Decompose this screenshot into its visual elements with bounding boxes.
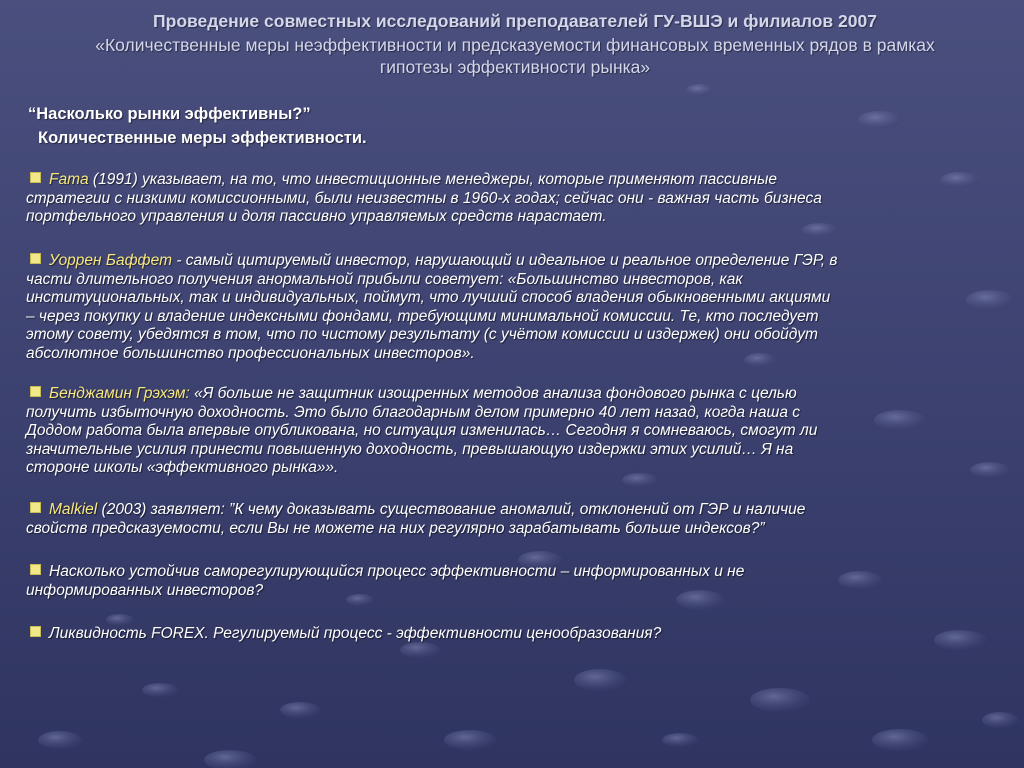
bullet-item-stability: [26, 563, 994, 600]
section-heading-line1: “Насколько рынки эффективны?”: [28, 105, 311, 123]
bullet-item-graham: [26, 385, 994, 478]
bullet-line: стороне школы «эффективного рынка»».: [26, 459, 339, 476]
bullet-line: – через покупку и владение индексными фондами, требующими минимальной комиссии. Те, кто последует: [26, 307, 819, 325]
bullet-square-icon: [30, 626, 41, 637]
bullet-line: [26, 501, 994, 520]
slide-subtitle-line2: гипотезы эффективности рынка»: [379, 57, 651, 77]
bullet-item-malkiel: [26, 501, 994, 538]
bullet-square-icon: [30, 172, 41, 183]
slide-subtitle-line1: «Количественные меры неэффективности и предсказуемости финансовых временных рядов в рамках: [95, 35, 935, 55]
bullet-line: институциональных, так и индивидуальных, поймут, что лучший способ владения обыкновенными акциями: [26, 289, 831, 306]
bullet-line: [26, 171, 994, 190]
bullet-text: (1991) указывает, на то, что инвестиционные менеджеры, которые применяют пассивные: [88, 171, 777, 188]
bullet-square-icon: [30, 564, 41, 575]
bullet-text: - самый цитируемый инвестор, нарушающий и идеальное и реальное определение ГЭР, в: [172, 252, 838, 269]
bullet-item-buffett: [26, 252, 994, 363]
slide-title: Проведение совместных исследований преподавателей ГУ-ВШЭ и филиалов 2007: [153, 11, 877, 31]
bullet-line: Доддом работа была впервые опубликована, но ситуация изменилась… Сегодня я сомневаюсь, смогут ли: [26, 422, 818, 439]
bullet-square-icon: [30, 386, 41, 397]
bullet-item-forex: [26, 625, 994, 644]
bullet-square-icon: [30, 502, 41, 513]
bullet-highlight: Бенджамин Грэхэм:: [49, 385, 190, 402]
bullet-text: (2003) заявляет: ”К чему доказывать существование аномалий, отклонений от ГЭР и наличие: [97, 501, 806, 518]
bullet-line: информированных инвесторов?: [26, 581, 264, 599]
bullet-line: свойств предсказуемости, если Вы не можете на них регулярно зарабатывать больше индексов?”: [26, 519, 765, 537]
bullet-line: получить избыточную доходность. Это было благодарным делом примерно 40 лет назад, когда наша с: [26, 403, 800, 421]
bullet-line: [26, 252, 994, 271]
bullet-line: [26, 563, 994, 582]
section-heading: [28, 102, 928, 150]
bullet-line: части длительного получения анормальной прибыли советует: «Большинство инвесторов, как: [26, 270, 743, 288]
bullet-line: портфельного управления и доля пассивно управляемых средств нарастает.: [26, 208, 607, 225]
bullet-line: абсолютное большинство профессиональных инвесторов».: [26, 344, 475, 362]
bullet-line: [26, 385, 994, 404]
bullet-item-fama: [26, 171, 994, 227]
section-heading-line2: Количественные меры эффективности.: [38, 129, 367, 147]
bullet-square-icon: [30, 253, 41, 264]
bullet-line: этому совету, убедятся в том, что по чистому результату (с учётом комиссии и издержек) они обойдут: [26, 326, 818, 343]
bullet-text: «Я больше не защитник изощренных методов анализа фондового рынка с целью: [189, 385, 797, 402]
bullet-text: Насколько устойчив саморегулирующийся процесс эффективности – информированных и не: [49, 563, 745, 580]
bullet-highlight: Malkiel: [49, 501, 98, 518]
bullet-highlight: Уоррен Баффет: [49, 252, 173, 269]
bullet-text: Ликвидность FOREX. Регулируемый процесс - эффективности ценообразования?: [49, 625, 662, 642]
bullet-line: [26, 625, 994, 644]
slide-header: [30, 8, 1000, 78]
bullet-line: стратегии с низкими комиссионными, были неизвестны в 1960-х годах; сейчас они - важная часть бизнеса: [26, 189, 822, 207]
bullet-highlight: Fama: [49, 171, 89, 188]
bullet-line: значительные усилия принести повышенную доходность, превышающую издержки этих усилий… Я на: [26, 440, 794, 458]
